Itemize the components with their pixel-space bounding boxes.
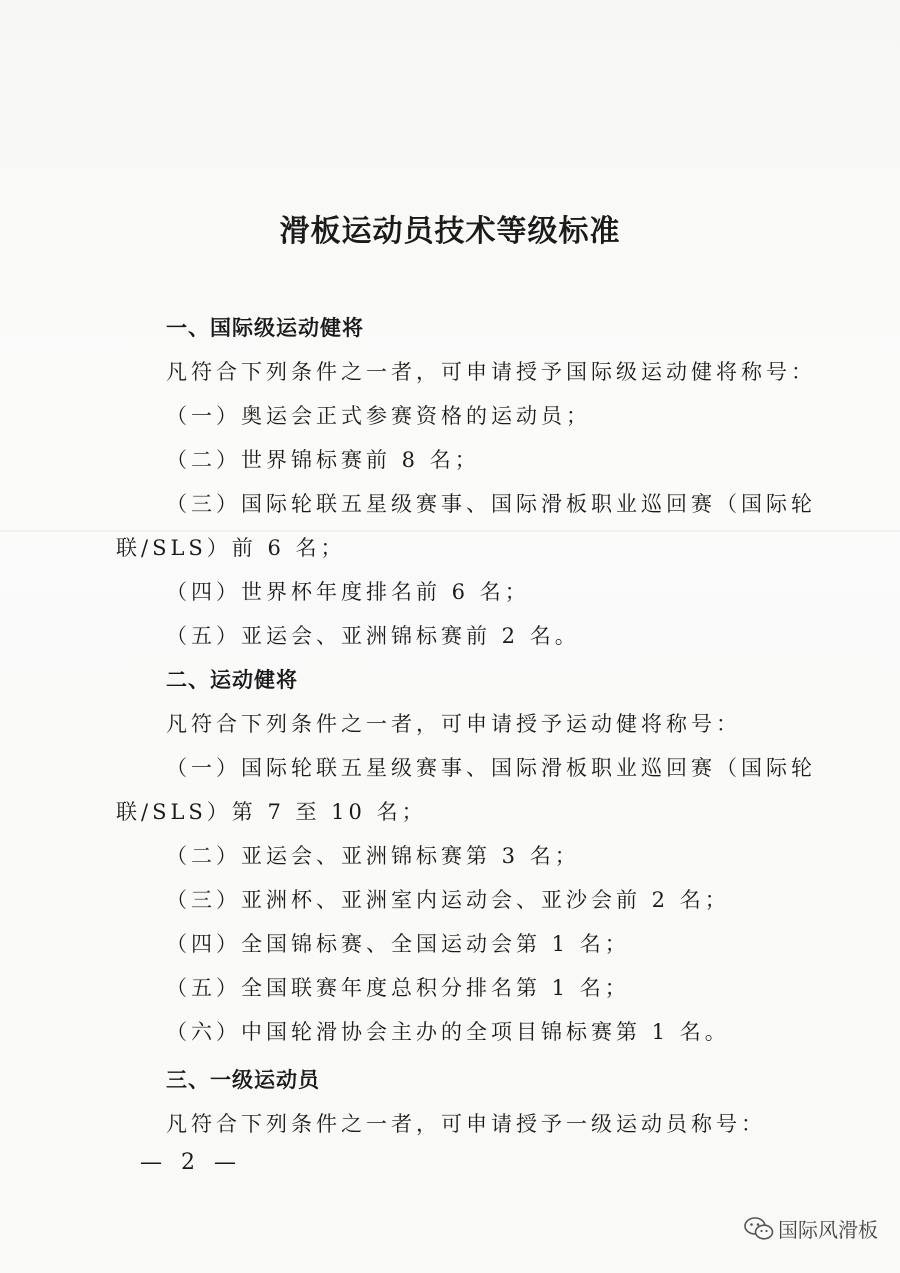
section-heading: 一、国际级运动健将 xyxy=(166,316,364,340)
section-heading: 二、运动健将 xyxy=(166,668,298,692)
list-item: （二）亚运会、亚洲锦标赛第 3 名； xyxy=(166,844,580,868)
list-item: （五）全国联赛年度总积分排名第 1 名； xyxy=(166,976,630,1000)
section-intro: 凡符合下列条件之一者，可申请授予一级运动员称号： xyxy=(166,1112,766,1136)
list-item: （一）奥运会正式参赛资格的运动员； xyxy=(166,404,591,428)
list-item: （一）国际轮联五星级赛事、国际滑板职业巡回赛（国际轮 xyxy=(166,756,816,780)
list-item: （四）世界杯年度排名前 6 名； xyxy=(166,580,530,604)
list-item: （三）国际轮联五星级赛事、国际滑板职业巡回赛（国际轮 xyxy=(166,492,816,516)
watermark xyxy=(744,1214,878,1243)
section-intro: 凡符合下列条件之一者，可申请授予运动健将称号： xyxy=(166,712,741,736)
list-item: （三）亚洲杯、亚洲室内运动会、亚沙会前 2 名； xyxy=(166,888,730,912)
list-item: （四）全国锦标赛、全国运动会第 1 名； xyxy=(166,932,630,956)
section-intro: 凡符合下列条件之一者，可申请授予国际级运动健将称号： xyxy=(166,360,816,384)
list-item-continuation: 联/SLS）第 7 至 10 名； xyxy=(116,800,427,824)
list-item: （六）中国轮滑协会主办的全项目锦标赛第 1 名。 xyxy=(166,1020,730,1044)
section-heading: 三、一级运动员 xyxy=(166,1068,320,1092)
list-item: （二）世界锦标赛前 8 名； xyxy=(166,448,480,472)
list-item: （五）亚运会、亚洲锦标赛前 2 名。 xyxy=(166,624,580,648)
page-number: — 2 — xyxy=(140,1150,242,1175)
wechat-icon xyxy=(744,1216,774,1242)
watermark-text: 国际风滑板 xyxy=(778,1218,878,1242)
document-title: 滑板运动员技术等级标准 xyxy=(279,214,621,249)
list-item-continuation: 联/SLS）前 6 名； xyxy=(116,536,346,560)
